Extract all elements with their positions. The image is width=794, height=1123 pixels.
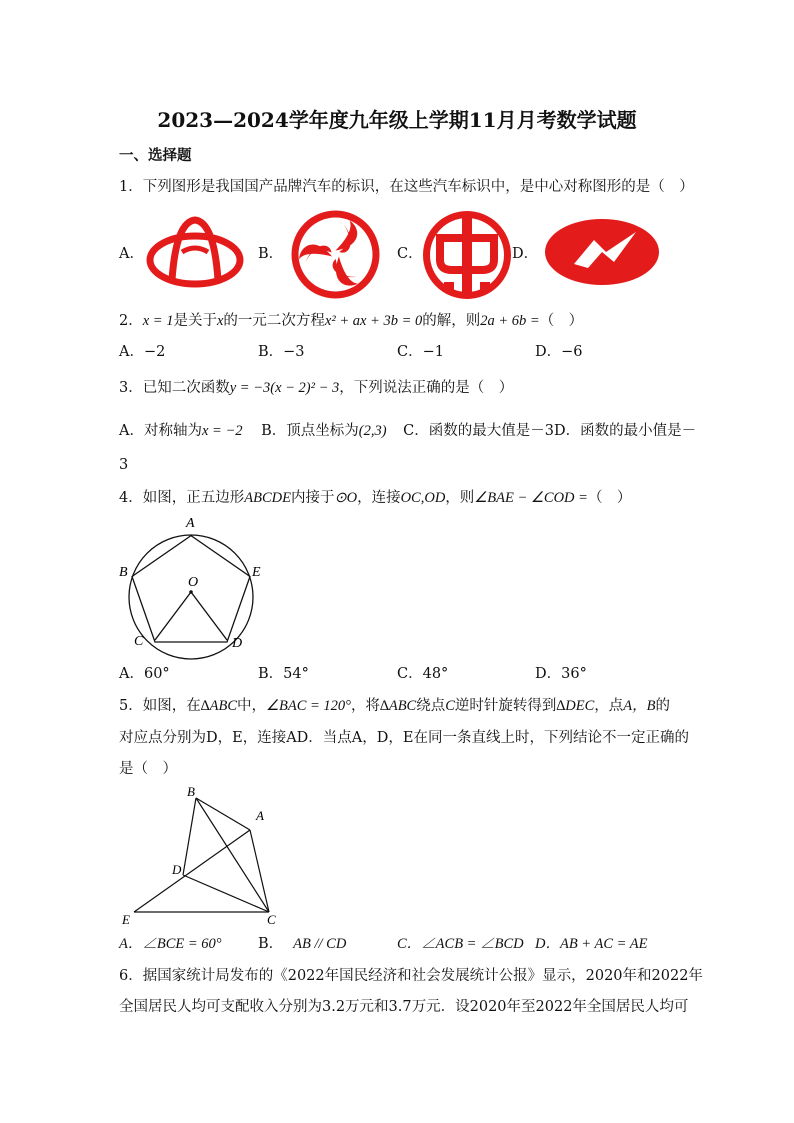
- q5-label-b: B: [187, 784, 195, 799]
- q3-wrap-text: 3: [119, 457, 129, 473]
- q6-line-2: 全国居民人均可支配收入分别为3.2万元和3.7万元．设2020年至2022年全国居民人均可: [119, 999, 689, 1015]
- q2-variable: x: [216, 313, 224, 329]
- q5-label-d: D: [172, 862, 182, 877]
- q3-option-a: A．对称轴为: [119, 423, 202, 439]
- q4-text-4: ，则: [445, 490, 475, 506]
- q3-option-cd: C．函数的最大值是－3D．函数的最小值是－: [403, 423, 697, 439]
- q4-text-3: ，连接: [357, 490, 401, 506]
- q2-text-1: 是关于: [173, 313, 217, 329]
- q5-triangle-3: ∆DEC: [556, 698, 595, 714]
- q5-option-b: [258, 934, 346, 954]
- q2-condition: x = 1: [142, 313, 174, 329]
- q4-option-b: B．54°: [258, 666, 309, 682]
- q2-text-2: 的一元二次方程: [223, 313, 325, 329]
- q5-point-c: C: [445, 698, 455, 714]
- q1-option-d-label: D．: [512, 246, 539, 262]
- q4-circle: ⊙O: [334, 490, 358, 506]
- q4-polygon: ABCDE: [244, 490, 291, 506]
- q5-triangle-2: ∆ABC: [379, 698, 417, 714]
- q2-equation: x² + ax + 3b = 0: [324, 313, 423, 329]
- q5-text-c: ，将: [350, 698, 380, 714]
- q3-options: [119, 421, 696, 441]
- q4-option-c: C．48°: [397, 666, 449, 682]
- q3-option-a-math: x = −2: [201, 423, 243, 439]
- q5-angle: ∠BAC = 120°: [266, 698, 351, 714]
- q5-text-f: ，点: [594, 698, 624, 714]
- q1-stem: 1．下列图形是我国国产品牌汽车的标识，在这些汽车标识中，是中心对称图形的是（ ）: [119, 179, 694, 195]
- q5-triangle-1: ∆ABC: [200, 698, 237, 714]
- q5-label-a: A: [256, 808, 264, 823]
- q4-figure-pentagon: [116, 512, 266, 652]
- q4-stem: [119, 488, 631, 508]
- q4-option-d: D．36°: [535, 666, 587, 682]
- q2-expression: 2a + 6b =: [480, 313, 540, 329]
- q5-label-c: C: [267, 912, 276, 927]
- q4-text-1: 4．如图，正五边形: [119, 490, 245, 506]
- car-logo-c-image: [420, 208, 514, 302]
- q6-line-1: 6．据国家统计局发布的《2022年国民经济和社会发展统计公报》显示，2020年和2022年: [119, 968, 703, 984]
- q5-label-e: E: [122, 912, 130, 927]
- q4-label-o: O: [188, 575, 199, 590]
- q2-option-c: C．−1: [397, 344, 444, 360]
- q5-option-b-math: AB // CD: [293, 936, 347, 952]
- q2-option-a: A．−2: [119, 344, 166, 360]
- q5-text-e: 逆时针旋转得到: [454, 698, 557, 714]
- q3-option-b-math: (2,3): [358, 423, 387, 439]
- car-logo-d-image: [544, 218, 660, 286]
- q4-segments: OC,OD: [400, 490, 446, 506]
- q1-option-c-label: C．: [397, 246, 423, 262]
- q4-label-b: B: [119, 565, 128, 580]
- q5-line-2: 对应点分别为D，E，连接AD．当点A，D，E在同一条直线上时，下列结论不一定正确的: [119, 730, 689, 746]
- q4-text-2: 内接于: [290, 490, 335, 506]
- q5-line-3: 是（ ）: [119, 761, 177, 777]
- q4-option-a: A．60°: [119, 666, 170, 682]
- q5-text-a: 5．如图，在: [119, 698, 201, 714]
- q1-option-a-label: A．: [119, 246, 144, 262]
- q3-stem-b: ，下列说法正确的是（ ）: [339, 380, 514, 396]
- q5-points-ab: A，B: [623, 698, 656, 714]
- q5-option-c: C．∠ACB = ∠BCD: [397, 936, 524, 952]
- q2-tail: （ ）: [539, 313, 584, 329]
- q1-option-b-label: B．: [258, 246, 284, 262]
- car-logo-a-image: [146, 216, 244, 286]
- q2-stem: [119, 311, 583, 331]
- section-heading: 一、选择题: [119, 147, 192, 164]
- q5-option-a: A．∠BCE = 60°: [119, 936, 222, 952]
- q3-stem: [119, 378, 513, 398]
- q5-line-1: [119, 696, 670, 716]
- q4-label-e: E: [252, 565, 261, 580]
- q4-label-a: A: [186, 516, 195, 531]
- q2-text-3: 的解，则: [422, 313, 481, 329]
- q5-text-b: 中，: [237, 698, 266, 714]
- q4-label-c: C: [134, 634, 144, 649]
- q4-angle-expr: ∠BAE − ∠COD =: [474, 490, 588, 506]
- q2-option-d: D．−6: [535, 344, 583, 360]
- q3-option-b: B．顶点坐标为: [261, 423, 359, 439]
- q5-text-d: 绕点: [416, 698, 446, 714]
- q4-label-d: D: [232, 636, 243, 651]
- q2-option-b: B．−3: [258, 344, 305, 360]
- car-logo-b-image: [288, 207, 383, 302]
- q5-option-b-prefix: B．: [258, 936, 284, 952]
- q5-figure-triangles: [116, 782, 286, 927]
- q5-option-d: D．AB + AC = AE: [535, 936, 648, 952]
- q5-text-h: 的: [655, 698, 670, 714]
- q3-function: y = −3(x − 2)² − 3: [229, 380, 340, 396]
- q2-number: 2．: [119, 313, 143, 329]
- exam-title: 2023—2024学年度九年级上学期11月月考数学试题: [157, 108, 637, 132]
- q4-text-5: （ ）: [587, 490, 632, 506]
- q3-stem-a: 3．已知二次函数: [119, 380, 230, 396]
